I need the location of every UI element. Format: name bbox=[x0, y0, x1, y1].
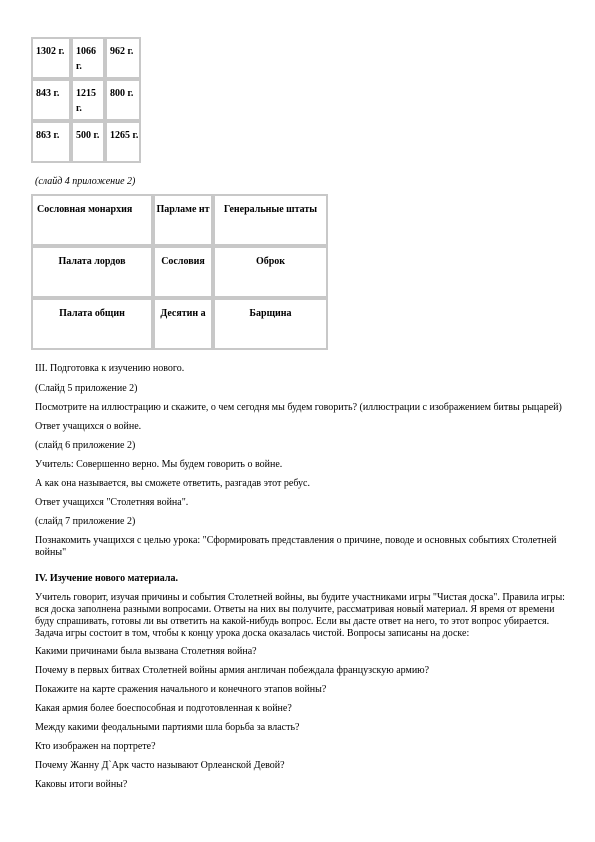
table-cell: Палата лордов bbox=[31, 246, 153, 298]
section-line: III. Подготовка к изучению нового. bbox=[35, 363, 185, 374]
question-item: Какими причинами была вызвана Столетняя война? bbox=[35, 646, 257, 657]
table-cell: 1265 г. bbox=[105, 121, 141, 163]
table-row bbox=[31, 246, 328, 298]
table-cell: 843 г. bbox=[31, 79, 71, 121]
table-row bbox=[31, 79, 141, 121]
section-line: Посмотрите на иллюстрацию и скажите, о чем сегодня мы будем говорить? (иллюстрации с изображением битвы рыцарей) bbox=[35, 402, 562, 413]
section-line: Познакомить учащихся с целью урока: "Сформировать представления о причине, поводе и основных событиях Столетней войны" bbox=[35, 535, 557, 558]
table-cell: Десятин а bbox=[153, 298, 213, 350]
table-cell: Сословная монархия bbox=[31, 194, 153, 246]
table-cell: Палата общин bbox=[31, 298, 153, 350]
table-row bbox=[31, 37, 141, 79]
section-line: (слайд 6 приложение 2) bbox=[35, 440, 136, 451]
table-cell: Парламе нт bbox=[153, 194, 213, 246]
table-cell: Генеральные штаты bbox=[213, 194, 328, 246]
table-cell: 1215 г. bbox=[71, 79, 105, 121]
table-cell: 1066 г. bbox=[71, 37, 105, 79]
table-cell: 500 г. bbox=[71, 121, 105, 163]
table-cell: 863 г. bbox=[31, 121, 71, 163]
question-item: Покажите на карте сражения начального и конечного этапов войны? bbox=[35, 684, 327, 695]
question-item: Между какими феодальными партиями шла борьба за власть? bbox=[35, 722, 300, 733]
slide-caption: (слайд 4 приложение 2) bbox=[35, 176, 136, 187]
table-cell: Барщина bbox=[213, 298, 328, 350]
section-line: Учитель: Совершенно верно. Мы будем говорить о войне. bbox=[35, 459, 283, 470]
section-line: (Слайд 5 приложение 2) bbox=[35, 383, 138, 394]
years-table bbox=[31, 37, 141, 163]
table-row bbox=[31, 121, 141, 163]
table-row bbox=[31, 298, 328, 350]
table-cell: Оброк bbox=[213, 246, 328, 298]
terms-table bbox=[31, 194, 328, 350]
section-line: Ответ учащихся о войне. bbox=[35, 421, 142, 432]
table-cell: 800 г. bbox=[105, 79, 141, 121]
question-item: Почему в первых битвах Столетней войны армия англичан побеждала французскую армию? bbox=[35, 665, 430, 676]
section-heading: IV. Изучение нового материала. bbox=[35, 573, 178, 584]
table-cell: Сословия bbox=[153, 246, 213, 298]
question-item: Почему Жанну Д`Арк часто называют Орлеанской Девой? bbox=[35, 760, 285, 771]
section-line: А как она называется, вы сможете ответить, разгадав этот ребус. bbox=[35, 478, 310, 489]
question-item: Какая армия более боеспособная и подготовленная к войне? bbox=[35, 703, 292, 714]
table-row bbox=[31, 194, 328, 246]
table-cell: 962 г. bbox=[105, 37, 141, 79]
section-line: (слайд 7 приложение 2) bbox=[35, 516, 136, 527]
table-cell: 1302 г. bbox=[31, 37, 71, 79]
section-line: Ответ учащихся "Столетняя война". bbox=[35, 497, 189, 508]
question-item: Кто изображен на портрете? bbox=[35, 741, 156, 752]
intro-paragraph: Учитель говорит, изучая причины и события Столетней войны, вы будите участниками игры "Чистая доска". Правила игры: вся доска заполнена разными вопросами. Ответы на них вы получите, рассматривая новый материал. Я время от времени буду спрашивать, готовы ли вы ответить на какой-нибудь вопрос. Если вы дасте ответ на него, то этот вопрос убирается. Задача игры состоит в том, чтобы к концу урока доска оказалась чистой. Вопросы записаны на доске: bbox=[35, 592, 565, 639]
question-item: Каковы итоги войны? bbox=[35, 779, 128, 790]
